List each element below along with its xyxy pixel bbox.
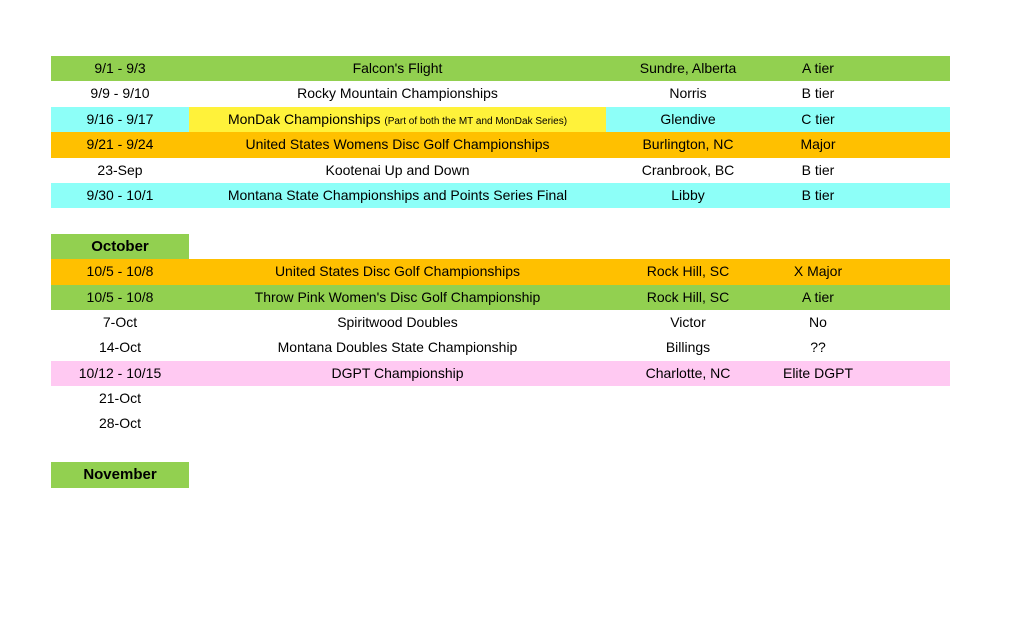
month-header-november[interactable]: November	[51, 462, 189, 487]
location-cell[interactable]	[606, 386, 770, 411]
tier-value: Major	[800, 136, 836, 153]
event-note: (Part of both the MT and MonDak Series)	[384, 115, 568, 127]
table-row	[51, 56, 950, 81]
table-row	[51, 259, 950, 284]
table-row	[51, 411, 950, 436]
table-row	[51, 361, 950, 386]
tier-value: A tier	[802, 288, 834, 305]
date-cell[interactable]: 9/30 - 10/1	[86, 186, 154, 203]
event-name: Throw Pink Women's Disc Golf Championship	[254, 288, 541, 305]
event-name: Kootenai Up and Down	[325, 161, 470, 178]
event-cell[interactable]	[189, 259, 606, 284]
tier-value: B tier	[801, 161, 835, 178]
tier-value: ??	[810, 339, 826, 356]
event-cell[interactable]	[189, 285, 606, 310]
date-cell[interactable]: 7-Oct	[102, 313, 138, 330]
table-row	[51, 285, 950, 310]
table-row	[51, 386, 950, 411]
location-cell[interactable]: Rock Hill, SC	[646, 288, 730, 305]
tier-value: No	[809, 313, 827, 330]
tier-value: Elite DGPT	[782, 364, 853, 381]
date-cell[interactable]: 9/16 - 9/17	[86, 110, 154, 127]
month-header-october[interactable]: October	[51, 234, 189, 259]
location-cell[interactable]: Victor	[670, 313, 706, 330]
event-cell[interactable]	[189, 386, 606, 411]
tier-cell[interactable]	[770, 386, 950, 411]
tier-cell[interactable]	[770, 107, 950, 132]
event-cell[interactable]	[189, 81, 606, 106]
tier-cell[interactable]	[770, 411, 950, 436]
tier-value: B tier	[801, 186, 835, 203]
event-name: Montana State Championships and Points Series Final	[227, 186, 568, 203]
table-row	[51, 183, 950, 208]
tier-cell[interactable]	[770, 335, 950, 360]
event-cell[interactable]	[189, 132, 606, 157]
october-rows	[51, 259, 950, 437]
spacer-row	[51, 437, 950, 462]
tier-value: C tier	[801, 110, 835, 127]
date-cell[interactable]: 10/5 - 10/8	[86, 263, 154, 280]
event-cell[interactable]	[189, 361, 606, 386]
date-cell[interactable]: 14-Oct	[98, 339, 141, 356]
event-cell[interactable]	[189, 56, 606, 81]
table-row	[51, 81, 950, 106]
event-name: Falcon's Flight	[352, 60, 443, 76]
date-cell[interactable]: 10/5 - 10/8	[86, 288, 154, 305]
date-cell[interactable]: 21-Oct	[98, 390, 141, 407]
event-name: MonDak Championships	[227, 110, 381, 127]
event-cell[interactable]	[189, 158, 606, 183]
date-cell[interactable]: 9/1 - 9/3	[94, 60, 146, 76]
tier-cell[interactable]	[770, 56, 950, 81]
tier-cell[interactable]	[770, 259, 950, 284]
tier-cell[interactable]	[770, 285, 950, 310]
table-row	[51, 132, 950, 157]
table-row	[51, 107, 950, 132]
tier-cell[interactable]	[770, 158, 950, 183]
event-cell[interactable]	[189, 183, 606, 208]
tier-value: X Major	[793, 263, 843, 280]
location-cell[interactable]: Libby	[671, 186, 705, 203]
table-row	[51, 158, 950, 183]
event-cell[interactable]	[189, 310, 606, 335]
table-row	[51, 335, 950, 360]
location-cell[interactable]: Burlington, NC	[642, 136, 734, 153]
event-name: United States Womens Disc Golf Championships	[245, 136, 550, 153]
tier-cell[interactable]	[770, 132, 950, 157]
date-cell[interactable]: 28-Oct	[98, 415, 141, 432]
event-name: Rocky Mountain Championships	[297, 85, 498, 102]
date-cell[interactable]: 9/9 - 9/10	[90, 85, 150, 102]
event-name: United States Disc Golf Championships	[274, 263, 521, 280]
location-cell[interactable]: Rock Hill, SC	[646, 263, 730, 280]
tier-value: B tier	[801, 85, 835, 102]
location-cell[interactable]: Charlotte, NC	[645, 364, 731, 381]
spacer-row	[51, 208, 950, 233]
table-row	[51, 310, 950, 335]
location-cell[interactable]: Norris	[669, 85, 707, 102]
location-cell[interactable]: Billings	[665, 339, 711, 356]
event-name: Montana Doubles State Championship	[277, 339, 518, 356]
event-name: DGPT Championship	[331, 364, 464, 381]
event-cell[interactable]	[189, 107, 606, 132]
tier-cell[interactable]	[770, 81, 950, 106]
tier-cell[interactable]	[770, 183, 950, 208]
event-cell[interactable]	[189, 411, 606, 436]
location-cell[interactable]: Cranbrook, BC	[641, 161, 735, 178]
location-cell[interactable]: Glendive	[660, 110, 716, 127]
event-cell[interactable]	[189, 335, 606, 360]
september-rows	[51, 56, 950, 208]
date-cell[interactable]: 23-Sep	[97, 161, 143, 178]
date-cell[interactable]: 9/21 - 9/24	[86, 136, 154, 153]
date-cell[interactable]: 10/12 - 10/15	[78, 364, 162, 381]
schedule-sheet	[51, 56, 950, 488]
tier-value: A tier	[802, 60, 834, 76]
location-cell[interactable]	[606, 411, 770, 436]
tier-cell[interactable]	[770, 310, 950, 335]
location-cell[interactable]: Sundre, Alberta	[639, 60, 737, 76]
event-name: Spiritwood Doubles	[337, 313, 458, 330]
tier-cell[interactable]	[770, 361, 950, 386]
